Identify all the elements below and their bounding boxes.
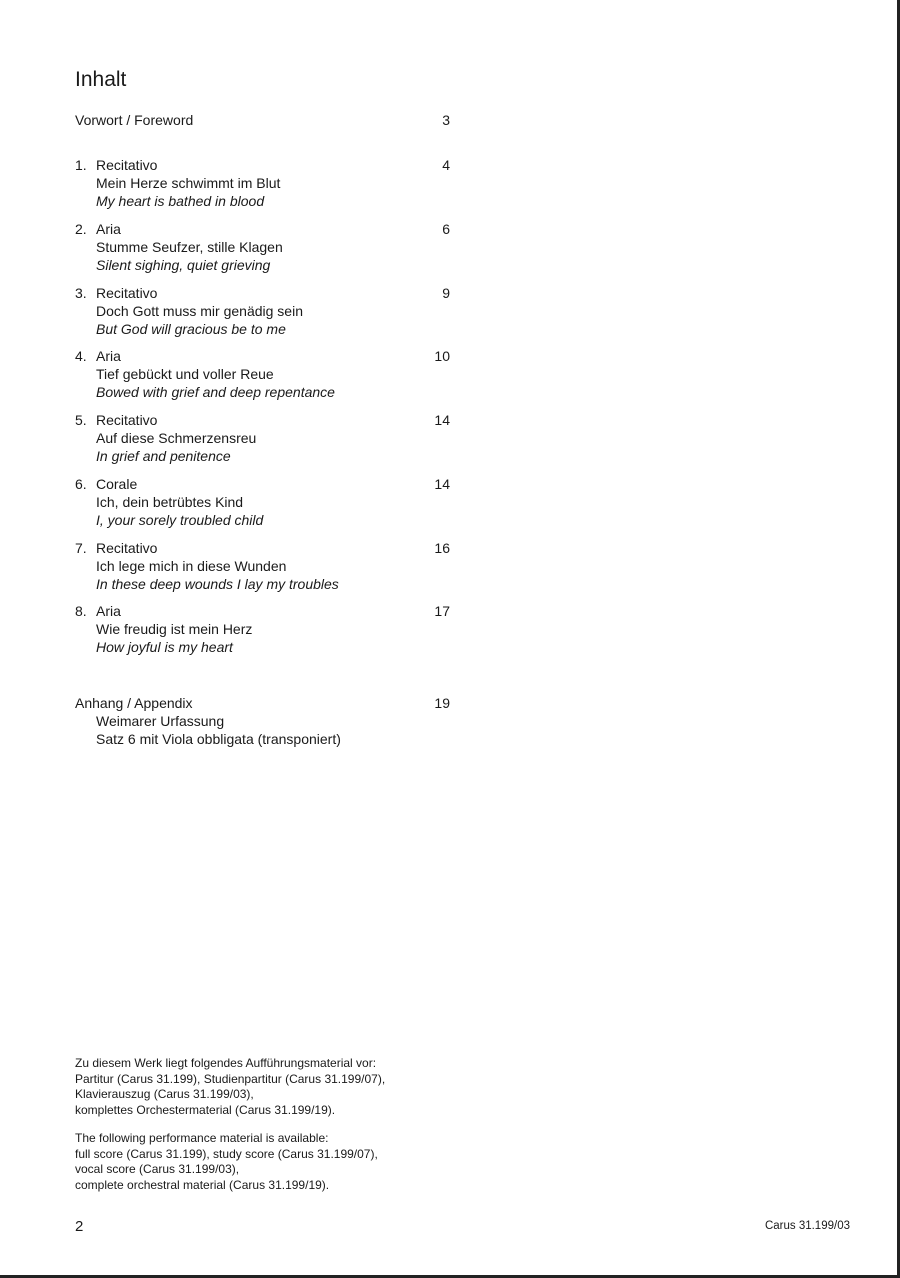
material-line: complete orchestral material (Carus 31.199/19). [75,1177,330,1192]
movement-type: Recitativo [96,285,158,301]
movement-german-title: Tief gebückt und voller Reue [96,366,274,382]
movement-english-title: In these deep wounds I lay my troubles [96,576,339,592]
movement-page: 14 [434,476,450,492]
movement-german-title: Stumme Seufzer, stille Klagen [96,239,283,255]
movement-number: 2. [75,221,87,237]
catalog-number: Carus 31.199/03 [764,1220,850,1232]
appendix-line-1: Weimarer Urfassung [96,713,225,729]
toc-movement-6 [75,475,450,529]
movement-type: Aria [96,221,121,237]
material-line: komplettes Orchestermaterial (Carus 31.199/19). [75,1102,336,1117]
material-line: full score (Carus 31.199), study score (Carus 31.199/07), [75,1146,378,1161]
toc-movement-4 [75,347,450,401]
toc-foreword [75,111,450,129]
movement-english-title: My heart is bathed in blood [96,193,265,209]
movement-german-title: Doch Gott muss mir genädig sein [96,303,303,319]
toc-foreword-label: Vorwort / Foreword [75,112,194,128]
movement-german-title: Auf diese Schmerzensreu [96,430,257,446]
movement-type: Aria [96,348,121,364]
toc-foreword-page: 3 [442,112,450,128]
appendix-line-2: Satz 6 mit Viola obbligata (transponiert) [96,731,341,747]
movement-german-title: Mein Herze schwimmt im Blut [96,175,281,191]
movement-number: 6. [75,476,87,492]
appendix-page: 19 [434,695,450,711]
movement-english-title: But God will gracious be to me [96,321,286,337]
movement-number: 1. [75,157,87,173]
toc-movement-8 [75,602,450,656]
movement-page: 16 [434,540,450,556]
material-line: Zu diesem Werk liegt folgendes Aufführungsmaterial vor: [75,1056,377,1070]
toc-movement-3 [75,284,450,338]
movement-type: Recitativo [96,157,158,173]
material-line: The following performance material is available: [75,1131,329,1145]
toc-movement-2 [75,220,450,274]
movement-english-title: Bowed with grief and deep repentance [96,384,335,400]
page-title: Inhalt [75,68,127,91]
movement-page: 6 [442,221,450,237]
movement-number: 3. [75,285,87,301]
material-line: Klavierauszug (Carus 31.199/03), [75,1087,254,1101]
movement-english-title: How joyful is my heart [96,639,233,655]
toc-movement-1 [75,156,450,210]
movement-page: 4 [442,157,450,173]
material-line: Partitur (Carus 31.199), Studienpartitur (Carus 31.199/07), [75,1071,386,1086]
appendix-label: Anhang / Appendix [75,695,193,711]
material-line: vocal score (Carus 31.199/03), [75,1162,240,1176]
movement-german-title: Wie freudig ist mein Herz [96,621,253,637]
material-note-german [75,1056,385,1118]
toc-movement-5 [75,411,450,465]
movement-english-title: I, your sorely troubled child [96,512,264,528]
movement-type: Recitativo [96,540,158,556]
toc-movement-7 [75,539,450,593]
movement-number: 8. [75,603,87,619]
movement-number: 4. [75,348,87,364]
movement-page: 9 [442,285,450,301]
movement-german-title: Ich, dein betrübtes Kind [96,494,244,510]
movement-english-title: In grief and penitence [96,448,231,464]
movement-page: 17 [434,603,450,619]
movement-type: Aria [96,603,121,619]
movement-page: 10 [434,348,450,364]
movement-english-title: Silent sighing, quiet grieving [96,257,271,273]
movement-german-title: Ich lege mich in diese Wunden [96,558,287,574]
page-number: 2 [75,1218,84,1235]
toc-appendix [75,694,450,748]
movement-number: 5. [75,412,87,428]
movement-type: Recitativo [96,412,158,428]
movement-number: 7. [75,540,87,556]
movement-type: Corale [96,476,138,492]
material-note-english [75,1131,378,1193]
movement-page: 14 [434,412,450,428]
